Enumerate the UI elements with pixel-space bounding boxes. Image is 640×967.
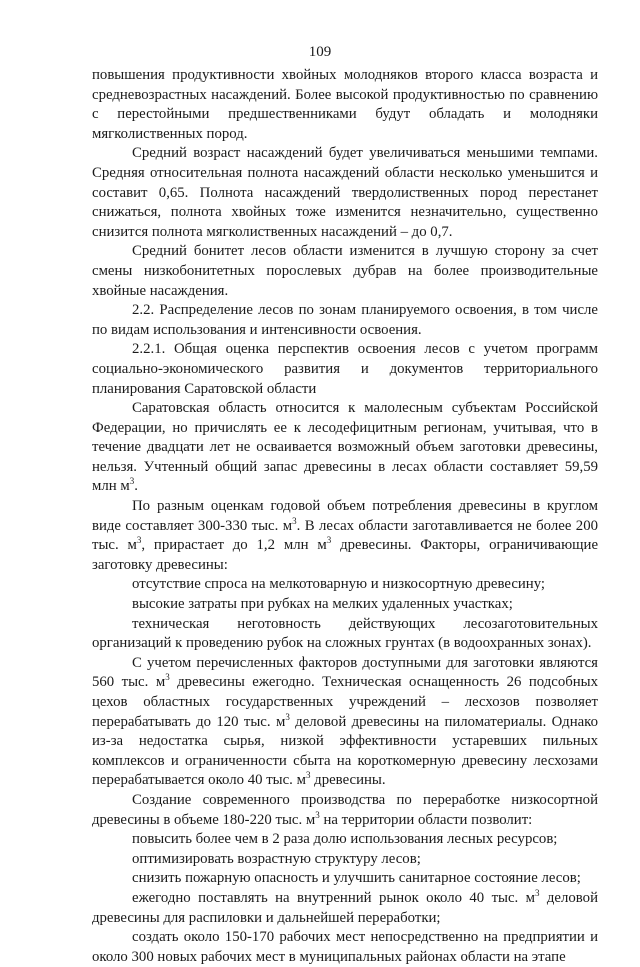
paragraph: Создание современного производства по переработке низкосортной древесины в объеме 180-220 тыс. $м^3$ на территории области позволит: bbox=[92, 791, 598, 828]
list-item: создать около 150-170 рабочих мест непосредственно на предприятии и около 300 новых рабочих мест в муниципальных районах области на этапе bbox=[92, 929, 598, 965]
list-item: оптимизировать возрастную структуру лесов; bbox=[132, 850, 421, 867]
section-heading: 2.2. Распределение лесов по зонам планируемого освоения, в том числе по видам использования и интенсивности освоения. bbox=[92, 302, 598, 338]
paragraph: По разным оценкам годовой объем потребления древесины в круглом виде составляет 300-330 тыс. $м^3$. В лесах области заготавливается не более 200 тыс. $м^3$, прирастает до 1,2 млн $м^3$ древесины. Факторы, ограничивающие заготовку древесины: bbox=[92, 498, 599, 573]
paragraph: Средний бонитет лесов области изменится в лучшую сторону за счет смены низкобонитетных порослевых дубрав на более производительные хвойные насаждения. bbox=[92, 243, 598, 299]
list-item: повысить более чем в 2 раза долю использования лесных ресурсов; bbox=[132, 831, 558, 848]
paragraph: С учетом перечисленных факторов доступными для заготовки являются 560 тыс. $м^3$ древесины ежегодно. Техническая оснащенность 26 подсобных цехов областных государственных учреждений – лесхозов позволяет перерабатывать до 120 тыс. $м^3$ деловой древесины на пиломатериалы. Однако из-за недостатка сырья, низкой эффективности устаревших пильных комплексов и ограниченности сбыта на короткомерную древесину лесхозами перерабатывается около 40 тыс. $м^3$ древесины. bbox=[92, 654, 599, 789]
list-item: снизить пожарную опасность и улучшить санитарное состояние лесов; bbox=[132, 870, 581, 887]
body-text bbox=[92, 66, 598, 967]
page-number: 109 bbox=[308, 44, 332, 60]
paragraph: повышения продуктивности хвойных молодняков второго класса возраста и средневозрастных насаждений. Более высокой продуктивностью по сравнению с перестойными предшественниками будут обладать и молодняки мягколиственных пород. bbox=[92, 67, 598, 142]
paragraph: Средний возраст насаждений будет увеличиваться меньшими темпами. Средняя относительная полнота насаждений области несколько уменьшится и составит 0,65. Полнота насаждений твердолиственных пород перестанет снижаться, полнота хвойных тоже изменится незначительно, существенно снизится полнота мягколиственных насаждений – до 0,7. bbox=[92, 145, 598, 240]
list-item: ежегодно поставлять на внутренний рынок около 40 тыс. $м^3$ деловой древесины для распиловки и дальнейшей переработки; bbox=[92, 887, 598, 926]
paragraph: Саратовская область относится к малолесным субъектам Российской Федерации, но причислять ее к лесодефицитным регионам, учитывая, что в течение двадцати лет не осваивается возможный объем заготовки древесины, нельзя. Учтенный общий запас древесины в лесах области составляет 59,59 млн $м^3$. bbox=[92, 400, 598, 495]
list-item: отсутствие спроса на мелкотоварную и низкосортную древесину; bbox=[132, 576, 546, 593]
list-item: техническая неготовность действующих лесозаготовительных организаций к проведению рубок на сложных грунтах (в водоохранных зонах). bbox=[92, 615, 598, 652]
list-item: высокие затраты при рубках на мелких удаленных участках; bbox=[132, 596, 513, 613]
subsection-heading: 2.2.1. Общая оценка перспектив освоения лесов с учетом программ социально-экономического развития и документов территориального планирования Саратовской области bbox=[92, 341, 598, 397]
